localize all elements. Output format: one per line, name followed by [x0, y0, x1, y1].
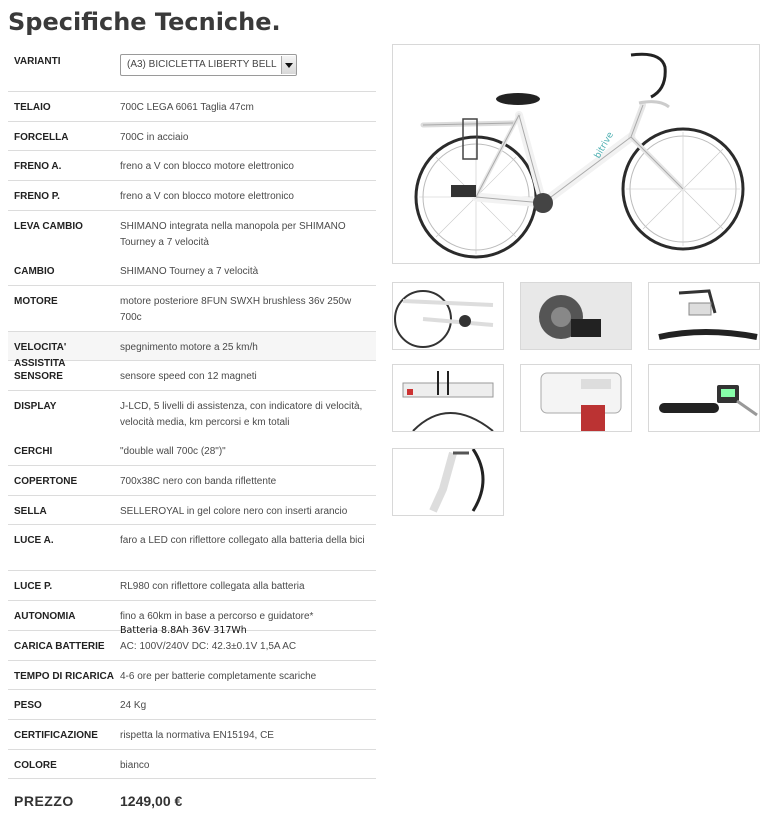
spec-table [8, 48, 376, 809]
spec-label: COPERTONE [14, 476, 78, 487]
spec-label: CERTIFICAZIONE [14, 730, 98, 741]
spec-label: CARICA BATTERIE [14, 641, 105, 652]
price-value: 1249,00 € [120, 793, 183, 809]
page-title: Specifiche Tecniche. [8, 8, 281, 36]
thumb-image [393, 283, 503, 349]
spec-value: faro a LED con riflettore collegato alla batteria della bici [120, 535, 365, 546]
spec-row [8, 601, 376, 636]
spec-row [8, 750, 376, 779]
spec-label: VARIANTI [14, 56, 61, 67]
spec-label: DISPLAY [14, 401, 57, 412]
thumbnail-fork[interactable] [392, 448, 504, 516]
spec-row [8, 332, 376, 369]
spec-row [8, 122, 376, 151]
spec-value: freno a V con blocco motore elettronico [120, 161, 294, 172]
spec-row [8, 525, 376, 571]
spec-row [8, 286, 376, 332]
spec-value: SHIMANO integrata nella manopola per SHIMANO Tourney a 7 velocità [120, 221, 346, 248]
spec-value: motore posteriore 8FUN SWXH brushless 36v 250w 700c [120, 296, 352, 323]
spec-label: LUCE P. [14, 581, 53, 592]
spec-value: J-LCD, 5 livelli di assistenza, con indicatore di velocità, velocità media, km percorsi e km totali [120, 401, 363, 428]
spec-row [8, 690, 376, 720]
spec-value: sensore speed con 12 magneti [120, 371, 257, 382]
spec-label: MOTORE [14, 296, 58, 307]
spec-label: AUTONOMIA [14, 611, 76, 622]
spec-label: FRENO A. [14, 161, 62, 172]
spec-row [8, 181, 376, 211]
spec-value: 700x38C nero con banda riflettente [120, 476, 277, 487]
spec-value: SELLEROYAL in gel colore nero con inserti arancio [120, 506, 348, 517]
spec-row [8, 496, 376, 525]
spec-label: CERCHI [14, 446, 53, 457]
spec-row [8, 256, 376, 286]
thumb-image [521, 283, 631, 349]
thumb-image [393, 449, 503, 515]
spec-value: spegnimento motore a 25 km/h [120, 342, 258, 353]
thumb-image [393, 365, 503, 431]
price-label: PREZZO [14, 793, 74, 809]
spec-extra-note: Batteria 8.8Ah 36V 317Wh [120, 625, 247, 636]
thumbnail-battery[interactable] [520, 364, 632, 432]
variant-select[interactable] [120, 54, 297, 76]
spec-label: LEVA CAMBIO [14, 221, 83, 232]
spec-value: fino a 60km in base a percorso e guidatore* [120, 611, 314, 622]
spec-value: RL980 con riflettore collegata alla batteria [120, 581, 305, 592]
spec-label: VELOCITA' ASSISTITA [14, 342, 67, 369]
thumbnail-display[interactable] [648, 364, 760, 432]
thumb-image [521, 365, 631, 431]
spec-row [8, 151, 376, 181]
spec-label: FRENO P. [14, 191, 60, 202]
thumb-image [649, 365, 759, 431]
spec-row [8, 92, 376, 122]
frame-logo: bitrive [592, 130, 617, 161]
spec-row [8, 661, 376, 690]
spec-row [8, 436, 376, 466]
spec-row [8, 720, 376, 750]
chevron-down-icon[interactable] [281, 56, 296, 74]
spec-row [8, 391, 376, 436]
spec-value: rispetta la normativa EN15194, CE [120, 730, 274, 741]
price-row [8, 779, 376, 809]
spec-label: CAMBIO [14, 266, 55, 277]
spec-value: 700C LEGA 6061 Taglia 47cm [120, 102, 254, 113]
bicycle-illustration [393, 45, 759, 263]
thumb-image [649, 283, 759, 349]
spec-label: SELLA [14, 506, 47, 517]
spec-value: 4-6 ore per batterie completamente scariche [120, 671, 317, 682]
spec-label: COLORE [14, 760, 57, 771]
thumbnail-handlebar[interactable] [648, 282, 760, 350]
main-product-image[interactable] [392, 44, 760, 264]
spec-row [8, 211, 376, 256]
spec-value: "double wall 700c (28")" [120, 446, 226, 457]
spec-value: freno a V con blocco motore elettronico [120, 191, 294, 202]
thumbnail-motor[interactable] [520, 282, 632, 350]
spec-value: AC: 100V/240V DC: 42.3±0.1V 1,5A AC [120, 641, 297, 652]
spec-label: SENSORE [14, 371, 63, 382]
thumbnail-rear-rack[interactable] [392, 364, 504, 432]
spec-row [8, 466, 376, 496]
spec-label: PESO [14, 700, 42, 711]
spec-row-variant [8, 48, 376, 92]
spec-value: 700C in acciaio [120, 132, 189, 143]
spec-value: bianco [120, 760, 150, 771]
spec-label: TELAIO [14, 102, 51, 113]
spec-label: TEMPO DI RICARICA [14, 671, 114, 682]
thumbnail-rear-wheel[interactable] [392, 282, 504, 350]
variant-select-value: (A3) BICICLETTA LIBERTY BELL [127, 59, 277, 70]
spec-row [8, 571, 376, 601]
spec-value: SHIMANO Tourney a 7 velocità [120, 266, 259, 277]
spec-label: LUCE A. [14, 535, 54, 546]
spec-label: FORCELLA [14, 132, 69, 143]
spec-value: 24 Kg [120, 700, 147, 711]
